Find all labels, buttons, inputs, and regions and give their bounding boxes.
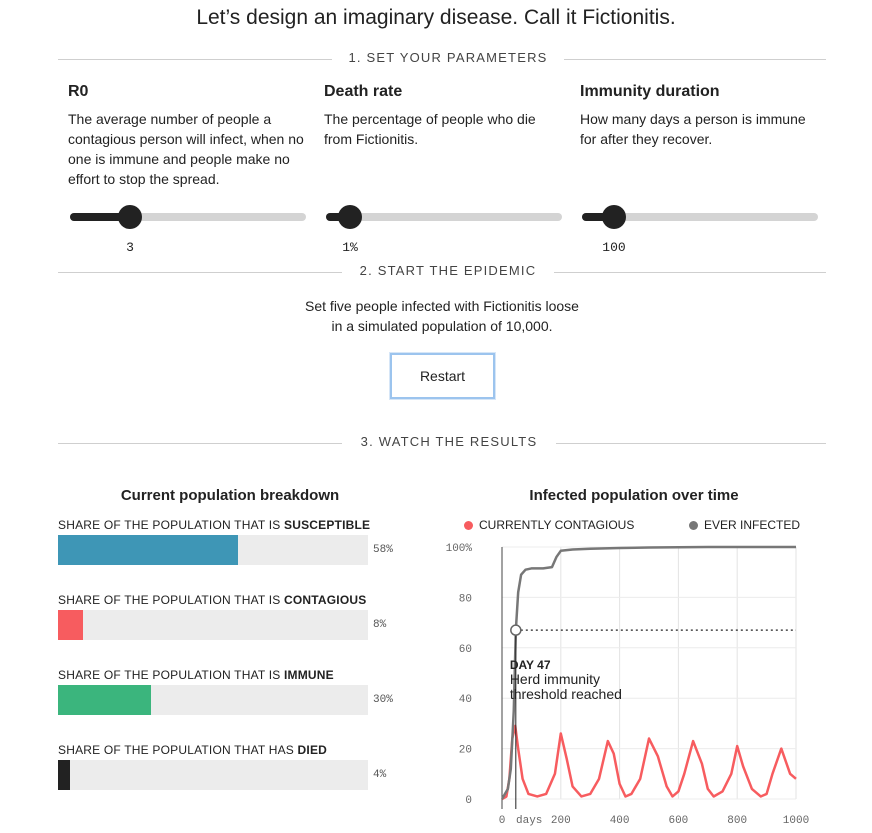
immunity-duration-slider-handle[interactable] (602, 205, 626, 229)
y-tick-label: 80 (458, 593, 472, 606)
susceptible-pct: 58% (373, 544, 393, 556)
page-title: Let’s design an imaginary disease. Call it Fictionitis. (196, 6, 676, 29)
x-tick-label: 800 (727, 815, 748, 827)
section-label-start: 2. START THE EPIDEMIC (342, 263, 554, 278)
x-axis-label: days (516, 815, 543, 827)
died-bar-fill (58, 760, 70, 790)
death-rate-value: 1% (342, 240, 358, 255)
x-tick-label: 200 (550, 815, 571, 827)
y-tick-label: 100% (445, 543, 472, 555)
immunity-duration-slider[interactable] (582, 213, 818, 221)
gray-dot-icon (689, 521, 698, 530)
r0-slider[interactable] (70, 213, 306, 221)
y-tick-label: 40 (458, 694, 472, 707)
r0-title: R0 (68, 83, 89, 100)
susceptible-bar-fill (58, 535, 238, 565)
x-tick-label: 1000 (782, 815, 810, 827)
r0-slider-handle[interactable] (118, 205, 142, 229)
death-rate-slider[interactable] (326, 213, 562, 221)
start-description-line2: in a simulated population of 10,000. (331, 318, 553, 334)
start-description-line1: Set five people infected with Fictionitis loose (305, 298, 579, 314)
x-tick-label: 600 (668, 815, 689, 827)
legend-item-ever-infected: EVER INFECTED (689, 518, 800, 532)
died-label: SHARE OF THE POPULATION THAT HAS DIED (58, 743, 328, 757)
contagious-pct: 8% (373, 619, 387, 631)
contagious-bar (58, 610, 368, 640)
death-rate-description: The percentage of people who die from Fictionitis. (324, 111, 536, 147)
x-tick-label: 0 (498, 815, 506, 827)
died-pct: 4% (373, 769, 387, 781)
r0-value: 3 (126, 240, 134, 255)
restart-button[interactable]: Restart (390, 353, 495, 399)
contagious-label: SHARE OF THE POPULATION THAT IS CONTAGIOUS (58, 593, 367, 607)
breakdown-title: Current population breakdown (120, 487, 340, 504)
x-tick-label: 400 (609, 815, 630, 827)
chart-title: Infected population over time (529, 487, 739, 504)
section-label-parameters: 1. SET YOUR PARAMETERS (332, 50, 564, 65)
annotation-text-line2: threshold reached (509, 686, 622, 703)
died-bar (58, 760, 368, 790)
red-dot-icon (464, 521, 473, 530)
immune-label: SHARE OF THE POPULATION THAT IS IMMUNE (58, 668, 334, 682)
annotation-marker (511, 625, 521, 635)
immune-bar (58, 685, 368, 715)
immunity-duration-value: 100 (602, 240, 626, 255)
immunity-duration-title: Immunity duration (580, 83, 720, 100)
y-tick-label: 20 (458, 744, 472, 757)
immune-pct: 30% (373, 694, 393, 706)
legend-item-contagious: CURRENTLY CONTAGIOUS (464, 518, 634, 532)
r0-description: The average number of people a contagious person will infect, when no one is immune and people make no effort to stop the spread. (68, 111, 304, 187)
immune-bar-fill (58, 685, 151, 715)
y-tick-label: 60 (458, 643, 472, 656)
contagious-bar-fill (58, 610, 83, 640)
immunity-duration-description: How many days a person is immune for after they recover. (580, 111, 806, 147)
susceptible-bar (58, 535, 368, 565)
death-rate-slider-handle[interactable] (338, 205, 362, 229)
annotation-text-line1: Herd immunity (509, 671, 601, 688)
death-rate-title: Death rate (324, 83, 403, 100)
susceptible-label: SHARE OF THE POPULATION THAT IS SUSCEPTIBLE (58, 518, 371, 532)
contagious-series-line (502, 726, 796, 799)
section-label-results: 3. WATCH THE RESULTS (342, 434, 556, 449)
infected-chart (430, 535, 830, 830)
annotation-day-label: DAY 47 (509, 658, 551, 673)
y-tick-label: 0 (465, 795, 472, 807)
